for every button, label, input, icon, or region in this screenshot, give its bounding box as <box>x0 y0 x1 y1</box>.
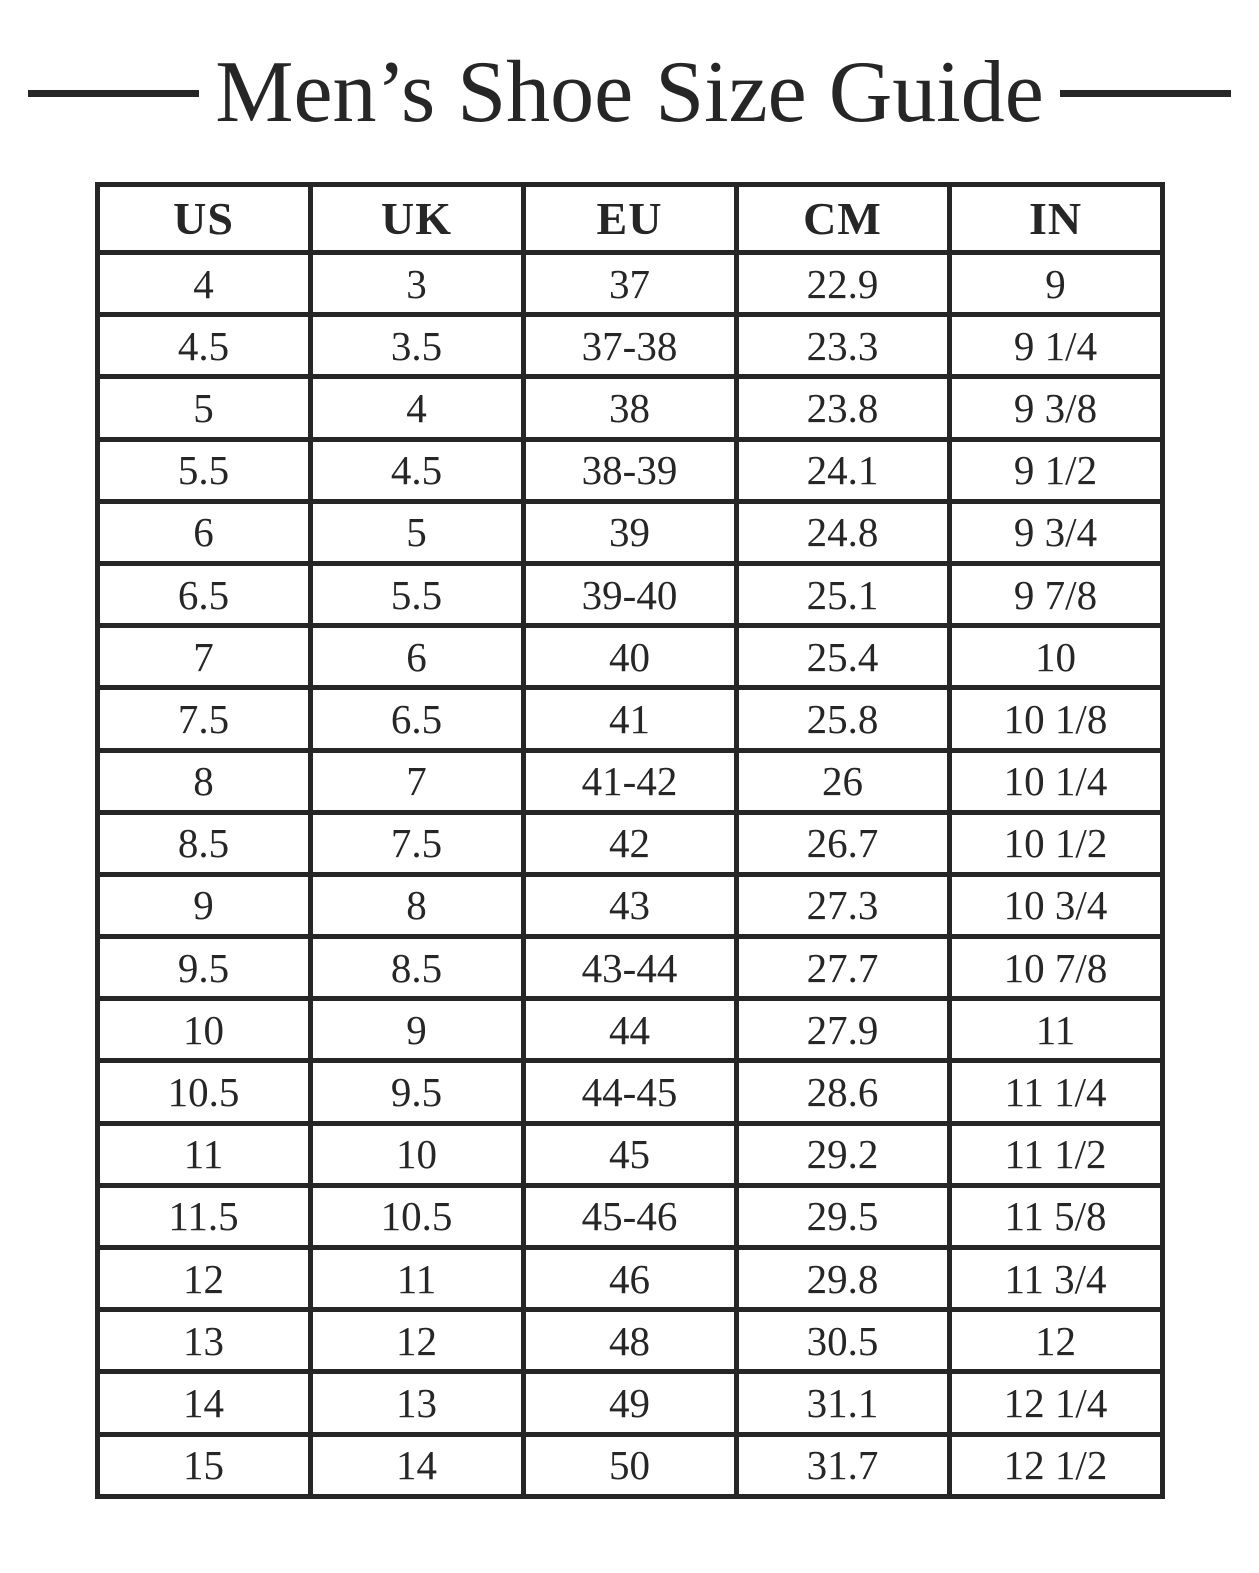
table-row <box>97 999 1162 1061</box>
table-row <box>97 1061 1162 1123</box>
cell: 43 <box>523 874 736 936</box>
cell: 38 <box>523 377 736 439</box>
cell: 3.5 <box>310 315 523 377</box>
table-row <box>97 812 1162 874</box>
cell: 30.5 <box>736 1310 949 1372</box>
cell: 11 3/4 <box>949 1248 1162 1310</box>
cell: 9.5 <box>310 1061 523 1123</box>
cell: 6.5 <box>97 563 310 625</box>
cell: 4 <box>97 253 310 315</box>
cell: 9.5 <box>97 937 310 999</box>
table-row <box>97 377 1162 439</box>
cell: 7 <box>310 750 523 812</box>
cell: 12 <box>97 1248 310 1310</box>
cell: 48 <box>523 1310 736 1372</box>
cell: 8 <box>310 874 523 936</box>
cell: 49 <box>523 1372 736 1434</box>
cell: 10 1/2 <box>949 812 1162 874</box>
column-header-us: US <box>97 185 310 253</box>
cell: 10 <box>97 999 310 1061</box>
column-header-in: IN <box>949 185 1162 253</box>
cell: 37-38 <box>523 315 736 377</box>
column-header-eu: EU <box>523 185 736 253</box>
table-row <box>97 253 1162 315</box>
cell: 5 <box>310 501 523 563</box>
title-bar <box>0 34 1259 152</box>
cell: 9 1/2 <box>949 439 1162 501</box>
cell: 11 <box>949 999 1162 1061</box>
cell: 38-39 <box>523 439 736 501</box>
cell: 10 <box>949 626 1162 688</box>
cell: 45-46 <box>523 1185 736 1247</box>
cell: 10 1/8 <box>949 688 1162 750</box>
cell: 9 <box>949 253 1162 315</box>
cell: 11 5/8 <box>949 1185 1162 1247</box>
cell: 12 <box>310 1310 523 1372</box>
cell: 9 3/4 <box>949 501 1162 563</box>
cell: 39-40 <box>523 563 736 625</box>
cell: 5.5 <box>97 439 310 501</box>
cell: 4 <box>310 377 523 439</box>
cell: 44-45 <box>523 1061 736 1123</box>
cell: 7 <box>97 626 310 688</box>
page <box>0 34 1259 1573</box>
cell: 25.4 <box>736 626 949 688</box>
cell: 11 <box>97 1123 310 1185</box>
cell: 6.5 <box>310 688 523 750</box>
cell: 31.7 <box>736 1434 949 1496</box>
cell: 9 3/8 <box>949 377 1162 439</box>
cell: 39 <box>523 501 736 563</box>
table-container <box>0 182 1259 1499</box>
cell: 11 1/4 <box>949 1061 1162 1123</box>
cell: 9 7/8 <box>949 563 1162 625</box>
cell: 37 <box>523 253 736 315</box>
cell: 4.5 <box>97 315 310 377</box>
cell: 26.7 <box>736 812 949 874</box>
cell: 29.8 <box>736 1248 949 1310</box>
table-row <box>97 688 1162 750</box>
cell: 41-42 <box>523 750 736 812</box>
cell: 6 <box>97 501 310 563</box>
cell: 11 <box>310 1248 523 1310</box>
cell: 43-44 <box>523 937 736 999</box>
cell: 24.8 <box>736 501 949 563</box>
cell: 5.5 <box>310 563 523 625</box>
cell: 27.7 <box>736 937 949 999</box>
table-row <box>97 626 1162 688</box>
cell: 7.5 <box>97 688 310 750</box>
cell: 10.5 <box>310 1185 523 1247</box>
cell: 3 <box>310 253 523 315</box>
title-left-rule <box>28 90 199 97</box>
cell: 12 1/4 <box>949 1372 1162 1434</box>
cell: 15 <box>97 1434 310 1496</box>
header-row <box>97 185 1162 253</box>
cell: 28.6 <box>736 1061 949 1123</box>
cell: 6 <box>310 626 523 688</box>
cell: 50 <box>523 1434 736 1496</box>
cell: 25.8 <box>736 688 949 750</box>
cell: 44 <box>523 999 736 1061</box>
table-row <box>97 563 1162 625</box>
cell: 12 1/2 <box>949 1434 1162 1496</box>
cell: 14 <box>310 1434 523 1496</box>
table-row <box>97 750 1162 812</box>
cell: 10 1/4 <box>949 750 1162 812</box>
cell: 8.5 <box>310 937 523 999</box>
table-row <box>97 1434 1162 1496</box>
cell: 13 <box>97 1310 310 1372</box>
cell: 26 <box>736 750 949 812</box>
cell: 25.1 <box>736 563 949 625</box>
table-row <box>97 501 1162 563</box>
cell: 10 <box>310 1123 523 1185</box>
cell: 27.9 <box>736 999 949 1061</box>
cell: 11.5 <box>97 1185 310 1247</box>
cell: 46 <box>523 1248 736 1310</box>
cell: 10 3/4 <box>949 874 1162 936</box>
cell: 13 <box>310 1372 523 1434</box>
cell: 4.5 <box>310 439 523 501</box>
cell: 42 <box>523 812 736 874</box>
cell: 7.5 <box>310 812 523 874</box>
cell: 22.9 <box>736 253 949 315</box>
table-header <box>97 185 1162 253</box>
cell: 11 1/2 <box>949 1123 1162 1185</box>
table-row <box>97 1123 1162 1185</box>
table-row <box>97 937 1162 999</box>
table-row <box>97 1248 1162 1310</box>
cell: 27.3 <box>736 874 949 936</box>
table-row <box>97 874 1162 936</box>
column-header-cm: CM <box>736 185 949 253</box>
cell: 9 <box>97 874 310 936</box>
cell: 40 <box>523 626 736 688</box>
cell: 31.1 <box>736 1372 949 1434</box>
cell: 5 <box>97 377 310 439</box>
cell: 14 <box>97 1372 310 1434</box>
cell: 10.5 <box>97 1061 310 1123</box>
column-header-uk: UK <box>310 185 523 253</box>
table-row <box>97 1372 1162 1434</box>
cell: 24.1 <box>736 439 949 501</box>
cell: 8.5 <box>97 812 310 874</box>
cell: 45 <box>523 1123 736 1185</box>
table-row <box>97 315 1162 377</box>
table-row <box>97 1310 1162 1372</box>
table-row <box>97 439 1162 501</box>
cell: 41 <box>523 688 736 750</box>
cell: 10 7/8 <box>949 937 1162 999</box>
cell: 9 <box>310 999 523 1061</box>
table-body <box>97 253 1162 1497</box>
cell: 29.5 <box>736 1185 949 1247</box>
page-title: Men’s Shoe Size Guide <box>215 44 1044 141</box>
cell: 12 <box>949 1310 1162 1372</box>
cell: 29.2 <box>736 1123 949 1185</box>
title-right-rule <box>1060 90 1231 97</box>
cell: 23.3 <box>736 315 949 377</box>
cell: 8 <box>97 750 310 812</box>
cell: 9 1/4 <box>949 315 1162 377</box>
table-row <box>97 1185 1162 1247</box>
size-conversion-table <box>95 182 1165 1499</box>
cell: 23.8 <box>736 377 949 439</box>
